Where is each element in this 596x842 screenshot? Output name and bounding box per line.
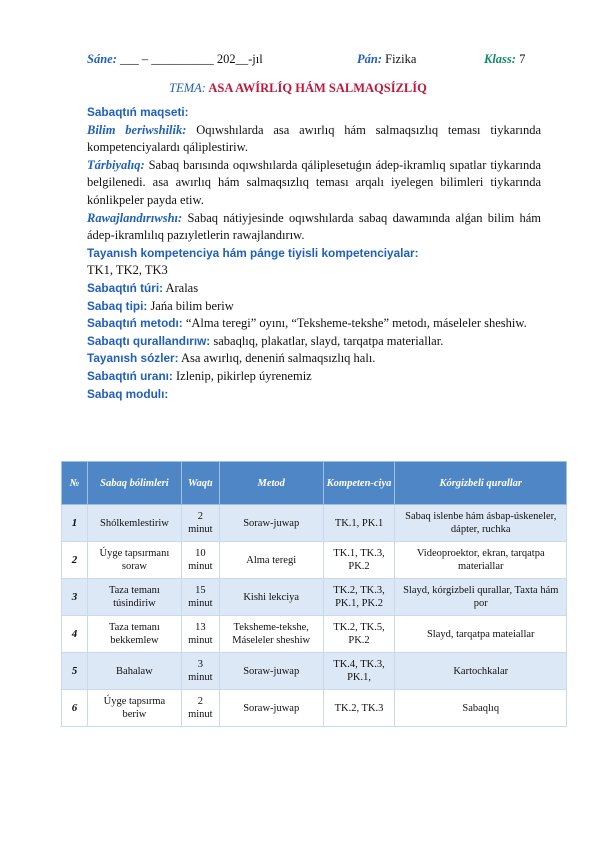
row-time: 15 minut — [181, 579, 219, 616]
turi-label: Sabaqtıń túri: — [87, 280, 164, 295]
qural-label: Sabaqtı qurallandırıw: — [87, 333, 211, 348]
tipi-text: Jańa bilim beriw — [150, 298, 234, 313]
lesson-module-table — [61, 461, 567, 727]
soz-text: Asa awırlıq, deneniń salmaqsızlıq halı. — [181, 351, 376, 366]
row-method: Alma teregi — [219, 542, 323, 579]
qural-text: sabaqlıq, plakatlar, slayd, tarqatpa materiallar. — [213, 333, 444, 348]
sane-value: ___ – __________ 202__-jıl — [120, 52, 263, 66]
pan-value: Fizika — [385, 52, 417, 66]
row-method: Soraw-juwap — [219, 505, 323, 542]
rawaj-label: Rawajlandırıwshı: — [87, 210, 183, 225]
row-number: 3 — [62, 579, 88, 616]
table-row — [62, 616, 567, 653]
turi-text: Aralas — [165, 280, 199, 295]
metod-text: “Alma teregi” oyını, “Teksheme-tekshe” metodı, máseleler sheshiw. — [185, 316, 527, 331]
row-section: Bahalaw — [87, 653, 181, 690]
row-method: Teksheme-tekshe, Máseleler sheshiw — [219, 616, 323, 653]
row-number: 5 — [62, 653, 88, 690]
pan-label: Pán: — [357, 52, 382, 66]
row-section: Úyge tapsırma beriw — [87, 690, 181, 727]
row-competency: TK.2, TK.3, PK.1, PK.2 — [323, 579, 395, 616]
row-materials: Kartochkalar — [395, 653, 567, 690]
klass-label: Klass: — [484, 52, 516, 66]
row-materials: Sabaqlıq — [395, 690, 567, 727]
row-competency: TK.2, TK.5, PK.2 — [323, 616, 395, 653]
row-method: Soraw-juwap — [219, 690, 323, 727]
row-time: 13 minut — [181, 616, 219, 653]
row-competency: TK.1, TK.3, PK.2 — [323, 542, 395, 579]
bilim-text: Oqıwshılarda asa awırlıq hám salmaqsızlıq teması tiykarında kompetenciyalardı qáliplestiriw. — [87, 122, 542, 155]
komp-label: Tayanısh kompetenciya hám pánge tiyisli kompetenciyalar: — [87, 245, 419, 260]
soz-label: Tayanısh sózler: — [87, 351, 179, 366]
tarbiya-label: Tárbiyalıq: — [87, 157, 145, 172]
row-time: 3 minut — [181, 653, 219, 690]
row-time: 2 minut — [181, 690, 219, 727]
row-competency: TK.1, PK.1 — [323, 505, 395, 542]
subject-field — [357, 52, 416, 67]
bilim-label: Bilim beriwshilik: — [87, 122, 187, 137]
sane-label: Sáne: — [87, 52, 117, 66]
uran-label: Sabaqtıń uranı: — [87, 368, 173, 383]
date-field — [87, 52, 263, 67]
table-row — [62, 579, 567, 616]
class-field — [484, 52, 525, 67]
col-header-time: Waqtı — [181, 462, 219, 505]
row-materials: Sabaq islenbe hám ásbap-úskeneler, dápter, ruchka — [395, 505, 567, 542]
modul-label: Sabaq modulı: — [87, 386, 169, 401]
table-row — [62, 653, 567, 690]
tarbiya-text: Sabaq barısında oqıwshılarda qáliplesetuǵın ádep-ikramlıq sıpatlar tiykarında belgilenedi. asa awırlıq hám salmaqsızlıq teması arqalı iyelegen bilimleri tiykarında kónlikpeler payda etiw. — [87, 157, 542, 207]
row-materials: Slayd, tarqatpa mateiallar — [395, 616, 567, 653]
row-method: Soraw-juwap — [219, 653, 323, 690]
maqset-label: Sabaqtıń maqseti: — [87, 105, 189, 119]
col-header-section: Sabaq bólimleri — [87, 462, 181, 505]
row-method: Kishi lekciya — [219, 579, 323, 616]
komp-text: TK1, TK2, TK3 — [87, 263, 168, 278]
row-section: Úyge tapsırmanı soraw — [87, 542, 181, 579]
row-number: 1 — [62, 505, 88, 542]
tema-label: TEMA: — [169, 81, 206, 95]
row-time: 2 minut — [181, 505, 219, 542]
table-header-row — [62, 462, 567, 505]
row-time: 10 minut — [181, 542, 219, 579]
lesson-topic — [0, 81, 596, 96]
row-number: 6 — [62, 690, 88, 727]
col-header-materials: Kórgizbeli qurallar — [395, 462, 567, 505]
table-row — [62, 505, 567, 542]
tipi-label: Sabaq tipi: — [87, 298, 148, 313]
klass-value: 7 — [519, 52, 526, 66]
table-row — [62, 542, 567, 579]
lesson-details — [87, 104, 541, 403]
col-header-competency: Kompeten-ciya — [323, 462, 395, 505]
table-row — [62, 690, 567, 727]
row-section: Taza temanı túsindiriw — [87, 579, 181, 616]
col-header-number: № — [62, 462, 88, 505]
row-competency: TK.4, TK.3, PK.1, — [323, 653, 395, 690]
row-number: 2 — [62, 542, 88, 579]
row-section: Shólkemlestiriw — [87, 505, 181, 542]
rawaj-text: Sabaq nátiyjesinde oqıwshılarda sabaq dawamında alǵan bilim hám ádep-ikramlılıq pazıyletlerin rawajlandırıw. — [87, 210, 542, 243]
header-line — [87, 52, 556, 68]
row-materials: Slayd, kórgizbeli qurallar, Taxta hám por — [395, 579, 567, 616]
col-header-method: Metod — [219, 462, 323, 505]
row-section: Taza temanı bekkemlew — [87, 616, 181, 653]
row-competency: TK.2, TK.3 — [323, 690, 395, 727]
metod-label: Sabaqtıń metodı: — [87, 316, 183, 331]
row-number: 4 — [62, 616, 88, 653]
row-materials: Videoproektor, ekran, tarqatpa materiallar — [395, 542, 567, 579]
uran-text: Izlenip, pikirlep úyrenemiz — [176, 368, 312, 383]
tema-value: ASA AWÍRLÍQ HÁM SALMAQSÍZLÍQ — [208, 81, 427, 95]
